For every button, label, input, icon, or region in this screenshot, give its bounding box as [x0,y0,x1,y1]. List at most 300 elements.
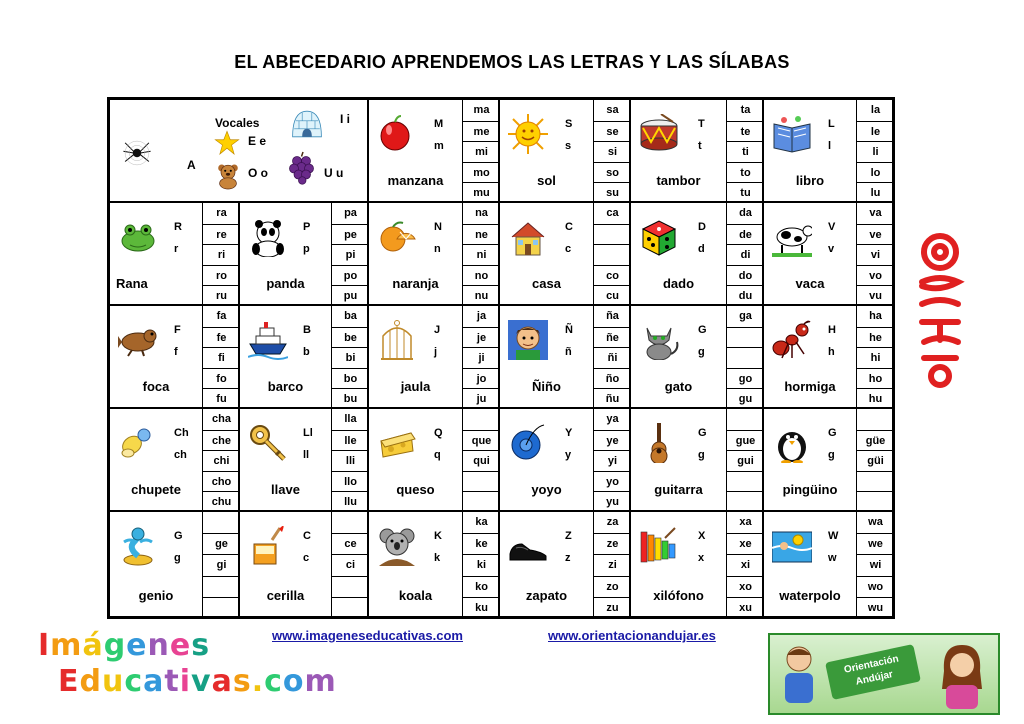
ship-icon [248,320,288,360]
syllable-we: we [857,533,893,554]
syllable-blank [203,597,239,617]
syllable-ro: ro [203,265,239,286]
letter-cell-ch [109,408,239,511]
syllable-column [331,512,368,616]
guitar-icon [639,423,679,463]
syllable-pi: pi [332,244,368,265]
syllable-blank [463,409,499,430]
syllable-zu: zu [594,597,630,617]
panda-icon [248,217,288,257]
koala-icon [377,526,417,566]
syllable-yo: yo [594,471,630,492]
syllable-güi: güi [857,450,893,471]
vowel-u: U u [324,166,344,180]
syllable-ru: ru [203,285,239,305]
syllable-wa: wa [868,516,883,528]
syllable-ve: ve [857,224,893,245]
uppercase-letter: W [828,530,839,542]
syllable-fi: fi [203,347,239,368]
syllable-blank [727,409,763,430]
letter-cell-b [239,305,368,408]
syllable-su: su [594,182,630,202]
syllable-column [726,306,763,407]
picture-word: barco [267,379,304,394]
teacher-boy-icon [776,643,822,709]
syllable-ma: ma [473,104,490,116]
syllable-column [593,100,630,201]
book-icon [772,114,812,154]
sun-icon [508,114,548,154]
xylophone-icon [639,526,679,566]
syllable-wi: wi [857,554,893,575]
lowercase-letter: r [174,243,179,255]
bear-icon [214,160,242,190]
syllable-column [593,512,630,616]
syllable-blank [727,327,763,348]
lowercase-letter: l [828,140,832,152]
dice-icon [639,217,679,257]
syllable-ce: ce [332,533,368,554]
syllable-column [593,409,630,510]
syllable-lla: lla [344,413,357,425]
letter-cell-h [763,305,893,408]
picture-word: yoyo [531,482,562,497]
syllable-xi: xi [727,554,763,575]
link-orientacionandujar[interactable]: www.orientacionandujar.es [548,628,716,643]
syllable-to: to [727,162,763,183]
uppercase-letter: V [828,221,836,233]
vowel-o: O o [248,166,268,180]
uppercase-letter: C [303,530,311,542]
picture-word: sol [537,173,556,188]
picture-word: dado [662,276,695,291]
syllable-lo: lo [857,162,893,183]
uppercase-letter: T [698,118,705,130]
syllable-column [726,100,763,201]
syllable-so: so [594,162,630,183]
syllable-bi: bi [332,347,368,368]
syllable-no: no [463,265,499,286]
syllable-blank [857,409,893,430]
letter-cell-g2 [630,408,763,511]
picture-word: Rana [116,276,148,291]
letter-cell-c1 [499,202,630,305]
syllable-blank [727,471,763,492]
letter-cell-w [763,511,893,617]
syllable-ke: ke [463,533,499,554]
syllable-column [593,203,630,304]
syllable-column [856,409,893,510]
penguin-icon [772,423,812,463]
syllable-column [726,409,763,510]
seal-icon [118,320,158,360]
syllable-column [331,306,368,407]
letter-cell-z [499,511,630,617]
syllable-gui: gui [727,450,763,471]
picture-word: chupete [131,482,181,497]
syllable-ha: ha [869,310,882,322]
uppercase-letter: Ñ [565,324,573,336]
syllable-blank [203,512,239,533]
picture-word: panda [266,276,305,291]
uppercase-letter: Z [565,530,572,542]
lowercase-letter: b [303,346,310,358]
syllable-cha: cha [212,413,231,425]
uppercase-letter: G [698,427,707,439]
syllable-me: me [463,121,499,142]
uppercase-letter: P [303,221,311,233]
syllable-lu: lu [857,182,893,202]
syllable-hi: hi [857,347,893,368]
syllable-wo: wo [857,576,893,597]
vowels-label: Vocales [215,116,260,130]
uppercase-letter: D [698,221,706,233]
syllable-column [593,306,630,407]
syllable-yu: yu [594,491,630,511]
syllable-ta: ta [740,104,751,116]
boy-icon [508,320,548,360]
grapes-icon [288,142,318,192]
syllable-xa: xa [739,516,752,528]
syllable-ni: ni [463,244,499,265]
syllable-column [331,409,368,510]
syllable-le: le [857,121,893,142]
syllable-cu: cu [594,285,630,305]
lowercase-letter: ll [303,449,310,461]
syllable-mu: mu [463,182,499,202]
letter-cell-g3 [763,408,893,511]
syllable-column [462,306,499,407]
syllable-blank [727,347,763,368]
syllable-fu: fu [203,388,239,408]
syllable-blank [203,576,239,597]
pacifier-icon [118,423,158,463]
uppercase-letter: Ll [303,427,313,439]
picture-word: manzana [387,173,444,188]
syllable-ri: ri [203,244,239,265]
syllable-xe: xe [727,533,763,554]
lowercase-letter: g [828,449,835,461]
picture-word: cerilla [266,588,305,603]
syllable-li: li [857,141,893,162]
syllable-ño: ño [594,368,630,389]
lowercase-letter: j [434,346,438,358]
syllable-go: go [727,368,763,389]
syllable-column [856,100,893,201]
syllable-ye: ye [594,430,630,451]
ant-icon [772,320,812,360]
lowercase-letter: x [698,552,705,564]
lowercase-letter: f [174,346,178,358]
syllable-zo: zo [594,576,630,597]
shoe-icon [508,526,548,566]
uppercase-letter: F [174,324,181,336]
picture-word: Ñiño [532,379,561,394]
syllable-column [202,512,239,616]
syllable-gue: gue [727,430,763,451]
letter-cell-s [499,99,630,202]
syllable-chi: chi [203,450,239,471]
picture-word: vaca [795,276,825,291]
letter-cell-f [109,305,239,408]
syllable-ñu: ñu [594,388,630,408]
syllable-wu: wu [857,597,893,617]
syllable-column [202,306,239,407]
letter-cell-j [368,305,499,408]
spider-icon [120,136,154,170]
syllable-zi: zi [594,554,630,575]
syllable-column [726,203,763,304]
syllable-chu: chu [203,491,239,511]
uppercase-letter: Q [434,427,443,439]
syllable-que: que [463,430,499,451]
syllable-re: re [203,224,239,245]
syllable-jo: jo [463,368,499,389]
watermark-signature [910,230,970,390]
syllable-ti: ti [727,141,763,162]
picture-word: jaula [400,379,431,394]
syllable-se: se [594,121,630,142]
syllable-za: za [606,516,619,528]
syllable-di: di [727,244,763,265]
syllable-ki: ki [463,554,499,575]
cat-icon [639,320,679,360]
lowercase-letter: v [828,243,835,255]
syllable-xu: xu [727,597,763,617]
syllable-xo: xo [727,576,763,597]
lowercase-letter: g [698,449,705,461]
link-imageneseducativas[interactable]: www.imageneseducativas.com [272,628,463,643]
syllable-ñe: ñe [594,327,630,348]
syllable-blank [594,244,630,265]
picture-word: queso [396,482,435,497]
frog-icon [118,217,158,257]
syllable-gu: gu [727,388,763,408]
syllable-güe: güe [857,430,893,451]
syllable-he: he [857,327,893,348]
picture-word: xilófono [653,588,704,603]
lowercase-letter: m [434,140,444,152]
letter-cell-g1 [630,305,763,408]
letter-cell-x [630,511,763,617]
syllable-lli: lli [332,450,368,471]
uppercase-letter: R [174,221,182,233]
syllable-tu: tu [727,182,763,202]
syllable-na: na [475,207,488,219]
lowercase-letter: n [434,243,441,255]
letter-cell-g4 [109,511,239,617]
syllable-column [856,512,893,616]
syllable-ji: ji [463,347,499,368]
letter-cell-n [368,202,499,305]
syllable-vo: vo [857,265,893,286]
vowel-i: I i [340,112,351,126]
picture-word: zapato [525,588,568,603]
uppercase-letter: X [698,530,706,542]
letter-cell-y [499,408,630,511]
syllable-mi: mi [463,141,499,162]
page-title: EL ABECEDARIO APRENDEMOS LAS LETRAS Y LAS SÍLABAS [234,52,790,72]
syllable-blank [463,491,499,511]
syllable-blank [332,576,368,597]
uppercase-letter: M [434,118,444,130]
picture-word: casa [532,276,561,291]
syllable-ju: ju [463,388,499,408]
badge-text: Orientación Andújar [825,644,921,700]
syllable-si: si [594,141,630,162]
syllable-fa: fa [216,310,227,322]
syllable-column [856,203,893,304]
logo-educativas: Educativas.com [58,664,337,699]
syllable-blank [463,471,499,492]
alphabet-board [107,97,895,619]
syllable-lle: lle [332,430,368,451]
orange-icon [377,217,417,257]
lowercase-letter: c [303,552,310,564]
syllable-ca: ca [606,207,619,219]
syllable-column [331,203,368,304]
picture-word: waterpolo [779,588,841,603]
syllable-gi: gi [203,554,239,575]
uppercase-letter: G [828,427,837,439]
lowercase-letter: q [434,449,441,461]
vowel-a: A [187,158,196,172]
letter-cell-m [368,99,499,202]
uppercase-letter: C [565,221,573,233]
syllable-ci: ci [332,554,368,575]
syllable-ku: ku [463,597,499,617]
letter-cell-v [763,202,893,305]
lowercase-letter: p [303,243,310,255]
syllable-pa: pa [344,207,357,219]
lowercase-letter: h [828,346,835,358]
syllable-je: je [463,327,499,348]
syllable-yi: yi [594,450,630,471]
birdcage-icon [377,320,417,360]
drum-icon [639,114,679,154]
igloo-icon [288,108,326,140]
picture-word: gato [664,379,693,394]
lowercase-letter: d [698,243,705,255]
match-icon [248,526,288,566]
syllable-ne: ne [463,224,499,245]
key-icon [248,423,288,463]
syllable-mo: mo [463,162,499,183]
syllable-ra: ra [216,207,227,219]
syllable-ba: ba [344,310,357,322]
letter-cell-nn [499,305,630,408]
syllable-ge: ge [203,533,239,554]
syllable-blank [332,512,368,533]
lowercase-letter: g [174,552,181,564]
star-icon [214,130,240,156]
uppercase-letter: J [434,324,441,336]
picture-word: genio [138,588,174,603]
syllable-llo: llo [332,471,368,492]
syllable-column [202,409,239,510]
syllable-blank [857,471,893,492]
syllable-cho: cho [203,471,239,492]
syllable-pu: pu [332,285,368,305]
lowercase-letter: t [698,140,702,152]
letter-cell-q [368,408,499,511]
vowels-cell [109,99,368,202]
uppercase-letter: N [434,221,442,233]
syllable-ña: ña [606,310,619,322]
apple-icon [377,114,417,154]
picture-word: naranja [392,276,439,291]
syllable-la: la [870,104,881,116]
syllable-column [462,409,499,510]
lowercase-letter: w [828,552,837,564]
syllable-column [462,203,499,304]
syllable-ka: ka [475,516,488,528]
letter-cell-d [630,202,763,305]
yoyo-icon [508,423,548,463]
picture-word: libro [795,173,825,188]
cow-icon [772,217,812,257]
vowel-e: E e [248,134,267,148]
picture-word: guitarra [654,482,703,497]
picture-word: pingüino [782,482,838,497]
syllable-ze: ze [594,533,630,554]
logo-imagenes: Imágenes [38,628,211,663]
syllable-vi: vi [857,244,893,265]
syllable-column [856,306,893,407]
syllable-te: te [727,121,763,142]
syllable-ko: ko [463,576,499,597]
syllable-ho: ho [857,368,893,389]
lowercase-letter: s [565,140,572,152]
picture-word: llave [271,482,300,497]
syllable-po: po [332,265,368,286]
cheese-icon [377,423,417,463]
orientacion-andujar-badge [768,633,1000,715]
syllable-de: de [727,224,763,245]
syllable-du: du [727,285,763,305]
house-icon [508,217,548,257]
syllable-be: be [332,327,368,348]
syllable-blank [727,491,763,511]
uppercase-letter: G [174,530,183,542]
syllable-blank [594,224,630,245]
letter-cell-p [239,202,368,305]
syllable-column [202,203,239,304]
syllable-blank [857,491,893,511]
syllable-vu: vu [857,285,893,305]
picture-word: tambor [656,173,701,188]
lowercase-letter: k [434,552,441,564]
lowercase-letter: ñ [565,346,572,358]
picture-word: foca [142,379,170,394]
lowercase-letter: z [565,552,571,564]
syllable-column [726,512,763,616]
uppercase-letter: B [303,324,311,336]
syllable-da: da [739,207,752,219]
lowercase-letter: y [565,449,572,461]
letter-cell-c2 [239,511,368,617]
syllable-column [462,100,499,201]
picture-word: koala [398,588,433,603]
teacher-girl-icon [932,641,992,711]
uppercase-letter: H [828,324,836,336]
letter-cell-ll [239,408,368,511]
letter-cell-r [109,202,239,305]
syllable-co: co [594,265,630,286]
uppercase-letter: Ch [174,427,189,439]
syllable-ga: ga [739,310,752,322]
syllable-fe: fe [203,327,239,348]
